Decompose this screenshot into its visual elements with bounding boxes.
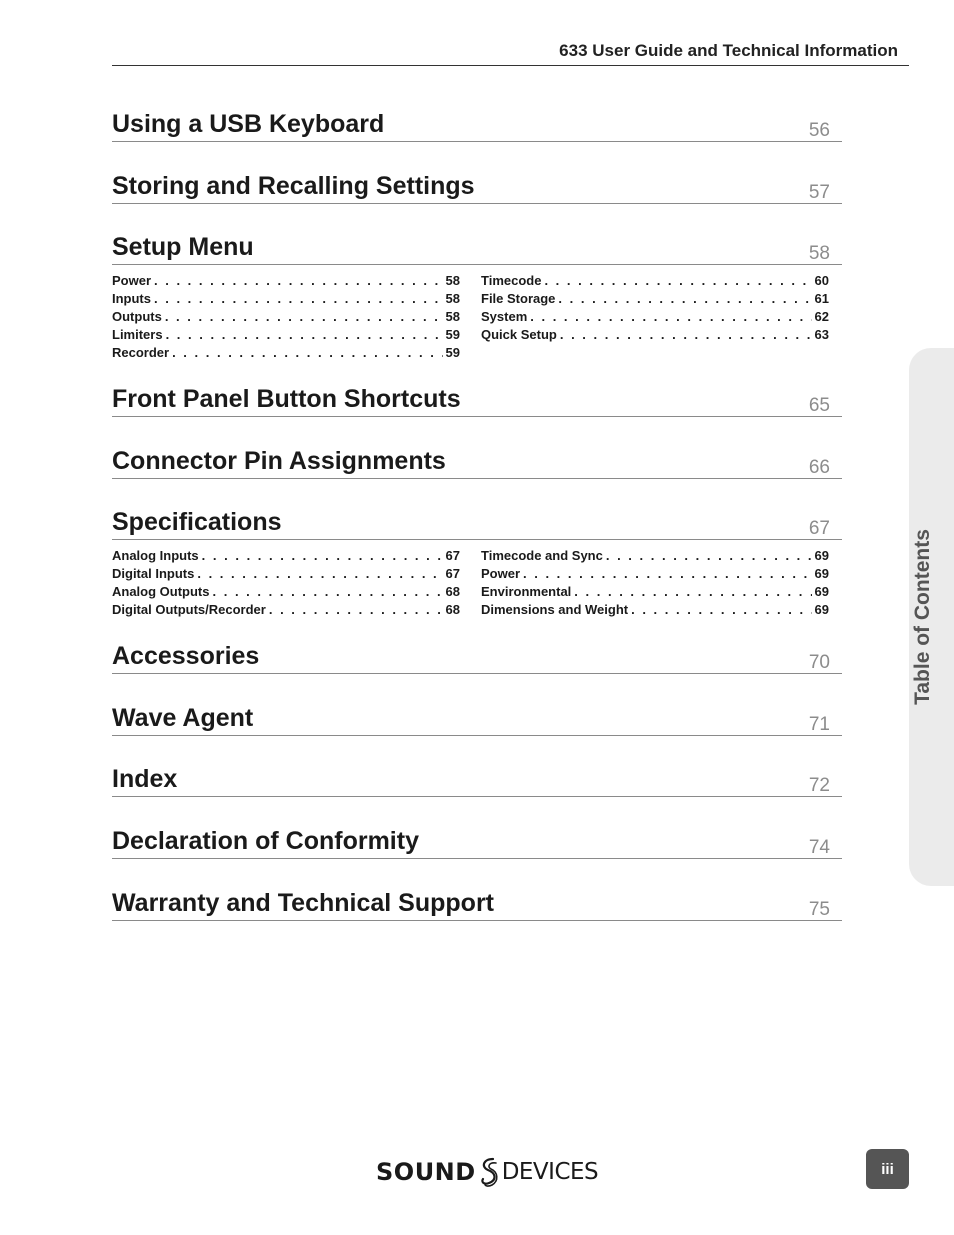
subentry-page: 58 (445, 291, 460, 306)
subentry-label: Digital Outputs/Recorder (112, 602, 266, 617)
subentry-label: Timecode and Sync (481, 548, 603, 563)
toc-entry-page[interactable]: 71 (808, 714, 830, 735)
subentry-page: 67 (445, 566, 460, 581)
leader-dots (154, 273, 443, 288)
side-tab-label: Table of Contents (911, 529, 934, 705)
subentry-label: Analog Outputs (112, 584, 210, 599)
toc-entry-title[interactable]: Front Panel Button Shortcuts (112, 385, 461, 413)
toc-entry-page[interactable]: 56 (808, 120, 830, 141)
toc-subentry[interactable] (481, 566, 829, 584)
subentry-label: Environmental (481, 584, 572, 599)
toc-subentry[interactable] (112, 327, 460, 345)
toc-entry-declaration-conformity[interactable] (112, 822, 842, 859)
subentry-page: 60 (814, 273, 829, 288)
toc-subentry[interactable] (112, 345, 460, 363)
specifications-subentries-right (481, 548, 829, 620)
toc-entry-page[interactable]: 72 (808, 775, 830, 796)
setup-menu-subentries-left (112, 273, 460, 363)
sound-devices-logo (376, 1154, 598, 1190)
toc-entry-title[interactable]: Specifications (112, 508, 282, 536)
toc-subentry[interactable] (481, 309, 829, 327)
toc-subentry[interactable] (112, 309, 460, 327)
subentry-page: 69 (814, 584, 829, 599)
toc-subentry[interactable] (112, 584, 460, 602)
subentry-label: Quick Setup (481, 327, 557, 342)
toc-subentry[interactable] (112, 291, 460, 309)
toc-entry-title[interactable]: Wave Agent (112, 704, 254, 732)
toc-entry-warranty-support[interactable] (112, 884, 842, 921)
toc-entry-front-panel-shortcuts[interactable] (112, 380, 842, 417)
toc-entry-page[interactable]: 57 (808, 182, 830, 203)
subentry-page: 68 (445, 602, 460, 617)
subentry-page: 69 (814, 602, 829, 617)
subentry-page: 69 (814, 548, 829, 563)
setup-menu-subentries-right (481, 273, 829, 345)
leader-dots (560, 327, 812, 342)
toc-subentry[interactable] (481, 273, 829, 291)
logo-word-devices: DEVICES (501, 1159, 599, 1185)
toc-entry-title[interactable]: Using a USB Keyboard (112, 110, 385, 138)
toc-entry-title[interactable]: Declaration of Conformity (112, 827, 419, 855)
page-number-badge: iii (866, 1149, 909, 1189)
subentry-page: 59 (445, 327, 460, 342)
toc-subentry[interactable] (481, 602, 829, 620)
toc-subentry[interactable] (112, 566, 460, 584)
leader-dots (606, 548, 812, 563)
toc-entry-title[interactable]: Storing and Recalling Settings (112, 172, 475, 200)
toc-entry-title[interactable]: Warranty and Technical Support (112, 889, 494, 917)
subentry-page: 69 (814, 566, 829, 581)
subentry-label: Timecode (481, 273, 542, 288)
toc-entry-title[interactable]: Connector Pin Assignments (112, 447, 446, 475)
toc-entry-page[interactable]: 67 (808, 518, 830, 539)
toc-subentry[interactable] (112, 273, 460, 291)
leader-dots (558, 291, 811, 306)
logo-word-sound: SOUND (376, 1158, 476, 1186)
document-header-title: 633 User Guide and Technical Information (559, 41, 898, 60)
subentry-label: System (481, 309, 528, 324)
leader-dots (544, 273, 811, 288)
subentry-label: Power (112, 273, 152, 288)
leader-dots (269, 602, 443, 617)
toc-subentry[interactable] (112, 548, 460, 566)
leader-dots (213, 584, 443, 599)
subentry-page: 61 (814, 291, 829, 306)
toc-entry-accessories[interactable] (112, 637, 842, 674)
toc-entry-title[interactable]: Accessories (112, 642, 260, 670)
subentry-page: 59 (445, 345, 460, 360)
subentry-label: Digital Inputs (112, 566, 195, 581)
toc-entry-specifications[interactable] (112, 503, 842, 540)
toc-entry-wave-agent[interactable] (112, 699, 842, 736)
toc-entry-page[interactable]: 66 (808, 457, 830, 478)
toc-entry-index[interactable] (112, 760, 842, 797)
subentry-label: File Storage (481, 291, 556, 306)
toc-entry-title[interactable]: Setup Menu (112, 233, 254, 261)
toc-entry-title[interactable]: Index (112, 765, 178, 793)
toc-entry-page[interactable]: 58 (808, 243, 830, 264)
toc-entry-page[interactable]: 75 (808, 899, 830, 920)
toc-entry-usb-keyboard[interactable] (112, 105, 842, 142)
leader-dots (631, 602, 811, 617)
toc-entry-setup-menu[interactable] (112, 228, 842, 265)
toc-entry-page[interactable]: 70 (808, 652, 830, 673)
subentry-page: 63 (814, 327, 829, 342)
subentry-page: 67 (445, 548, 460, 563)
subentry-page: 58 (445, 309, 460, 324)
subentry-label: Inputs (112, 291, 151, 306)
subentry-label: Analog Inputs (112, 548, 199, 563)
leader-dots (165, 309, 443, 324)
subentry-label: Limiters (112, 327, 163, 342)
subentry-page: 68 (445, 584, 460, 599)
leader-dots (202, 548, 443, 563)
leader-dots (197, 566, 442, 581)
leader-dots (530, 309, 811, 324)
logo-swirl-icon (477, 1156, 501, 1188)
subentry-label: Outputs (112, 309, 162, 324)
toc-entry-storing-settings[interactable] (112, 167, 842, 204)
leader-dots (172, 345, 442, 360)
specifications-subentries-left (112, 548, 460, 620)
toc-entry-page[interactable]: 65 (808, 395, 830, 416)
toc-entry-page[interactable]: 74 (808, 837, 830, 858)
subentry-label: Power (481, 566, 521, 581)
toc-subentry[interactable] (481, 548, 829, 566)
subentry-label: Recorder (112, 345, 170, 360)
toc-subentry[interactable] (481, 291, 829, 309)
leader-dots (154, 291, 443, 306)
subentry-page: 58 (445, 273, 460, 288)
leader-dots (574, 584, 811, 599)
toc-subentry[interactable] (481, 327, 829, 345)
subentry-label: Dimensions and Weight (481, 602, 629, 617)
toc-subentry[interactable] (112, 602, 460, 620)
header-divider (112, 65, 909, 66)
toc-subentry[interactable] (481, 584, 829, 602)
toc-entry-connector-pins[interactable] (112, 442, 842, 479)
subentry-page: 62 (814, 309, 829, 324)
leader-dots (523, 566, 812, 581)
leader-dots (166, 327, 443, 342)
